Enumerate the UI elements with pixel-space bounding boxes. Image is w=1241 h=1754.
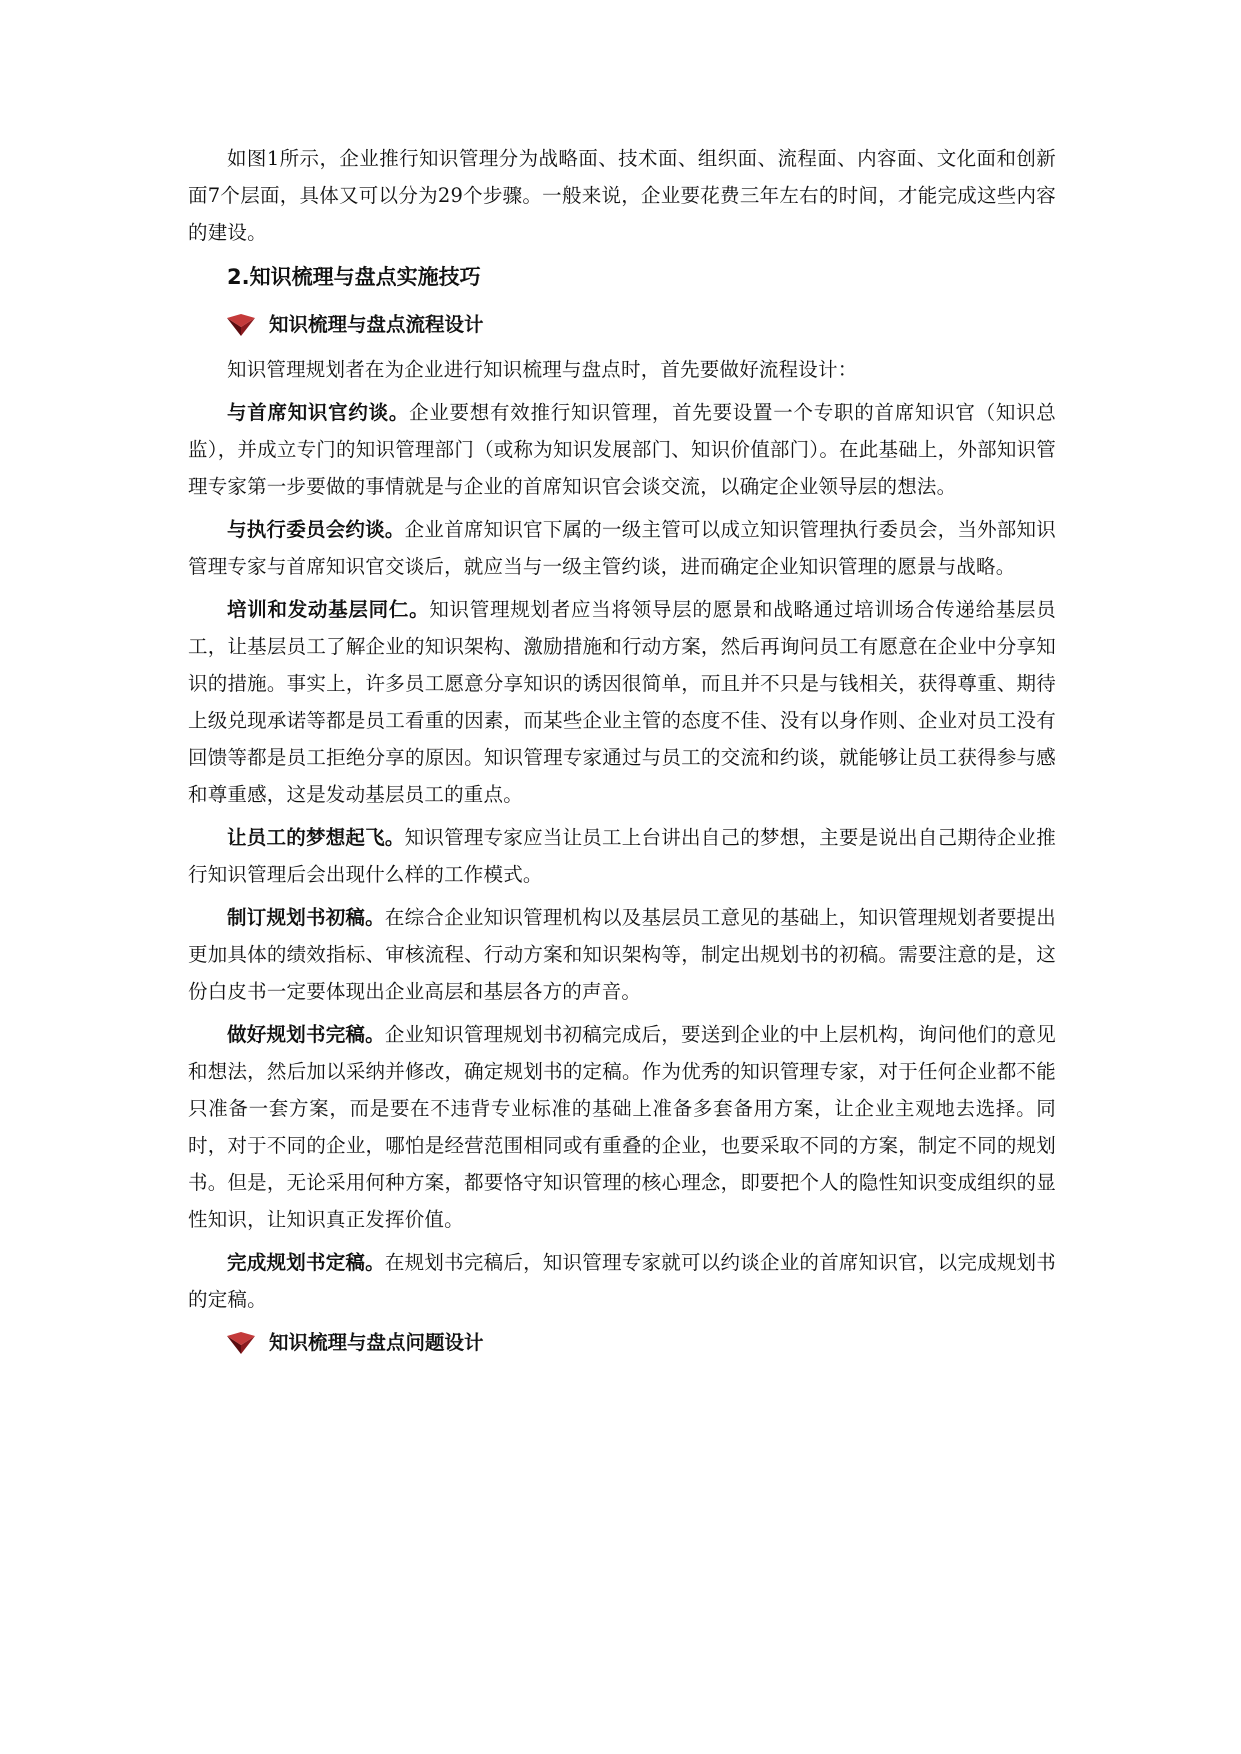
section-title: 2.知识梳理与盘点实施技巧 [227,265,481,289]
step-paragraph [188,819,1056,893]
step-lead: 与首席知识官约谈。 [227,401,410,424]
arrow-bullet-icon [227,1332,255,1354]
step-paragraph [188,1016,1056,1238]
intro-paragraph: 如图1所示，企业推行知识管理分为战略面、技术面、组织面、流程面、内容面、文化面和创新面7个层面，具体又可以分为29个步骤。一般来说，企业要花费三年左右的时间，才能完成这些内容的建设。 [188,147,1056,244]
arrow-bullet-icon [227,314,255,336]
step-text: 知识管理专家应当让员工上台讲出自己的梦想，主要是说出自己期待企业推行知识管理后会出现什么样的工作模式。 [188,826,1056,886]
subsection-2-heading [188,1324,1056,1361]
subsection-1-heading [188,306,1056,343]
step-lead: 与执行委员会约谈。 [227,518,405,541]
subsection-2-title: 知识梳理与盘点问题设计 [269,1331,484,1354]
step-paragraph [188,1244,1056,1318]
step-paragraph [188,591,1056,813]
document-page [188,140,1056,1369]
step-lead: 培训和发动基层同仁。 [227,598,430,621]
step-text: 知识管理规划者应当将领导层的愿景和战略通过培训场合传递给基层员工，让基层员工了解企业的知识架构、激励措施和行动方案，然后再询问员工有愿意在企业中分享知识的措施。事实上，许多员工愿意分享知识的诱因很简单，而且并不只是与钱相关，获得尊重、期待上级兑现承诺等都是员工看重的因素，而某些企业主管的态度不佳、没有以身作则、企业对员工没有回馈等都是员工拒绝分享的原因。知识管理专家通过与员工的交流和约谈，就能够让员工获得参与感和尊重感，这是发动基层员工的重点。 [188,598,1056,806]
step-text: 在综合企业知识管理机构以及基层员工意见的基础上，知识管理规划者要提出更加具体的绩效指标、审核流程、行动方案和知识架构等，制定出规划书的初稿。需要注意的是，这份白皮书一定要体现出企业高层和基层各方的声音。 [188,906,1056,1003]
step-text: 企业知识管理规划书初稿完成后，要送到企业的中上层机构，询问他们的意见和想法，然后加以采纳并修改，确定规划书的定稿。作为优秀的知识管理专家，对于任何企业都不能只准备一套方案，而是要在不违背专业标准的基础上准备多套备用方案，让企业主观地去选择。同时，对于不同的企业，哪怕是经营范围相同或有重叠的企业，也要采取不同的方案，制定不同的规划书。但是，无论采用何种方案，都要恪守知识管理的核心理念，即要把个人的隐性知识变成组织的显性知识，让知识真正发挥价值。 [188,1023,1056,1231]
step-text: 企业首席知识官下属的一级主管可以成立知识管理执行委员会，当外部知识管理专家与首席知识官交谈后，就应当与一级主管约谈，进而确定企业知识管理的愿景与战略。 [188,518,1056,578]
step-text: 企业要想有效推行知识管理，首先要设置一个专职的首席知识官（知识总监），并成立专门的知识管理部门（或称为知识发展部门、知识价值部门）。在此基础上，外部知识管理专家第一步要做的事情就是与企业的首席知识官会谈交流，以确定企业领导层的想法。 [188,401,1056,498]
step-paragraph [188,511,1056,585]
step-lead: 完成规划书定稿。 [227,1251,385,1274]
step-text: 在规划书完稿后，知识管理专家就可以约谈企业的首席知识官，以完成规划书的定稿。 [188,1251,1056,1311]
step-lead: 制订规划书初稿。 [227,906,385,929]
subsection-1-title: 知识梳理与盘点流程设计 [269,313,484,336]
flow-intro-paragraph: 知识管理规划者在为企业进行知识梳理与盘点时，首先要做好流程设计： [227,358,858,381]
step-paragraph [188,899,1056,1010]
step-lead: 做好规划书完稿。 [227,1023,385,1046]
step-paragraph [188,394,1056,505]
step-lead: 让员工的梦想起飞。 [227,826,405,849]
